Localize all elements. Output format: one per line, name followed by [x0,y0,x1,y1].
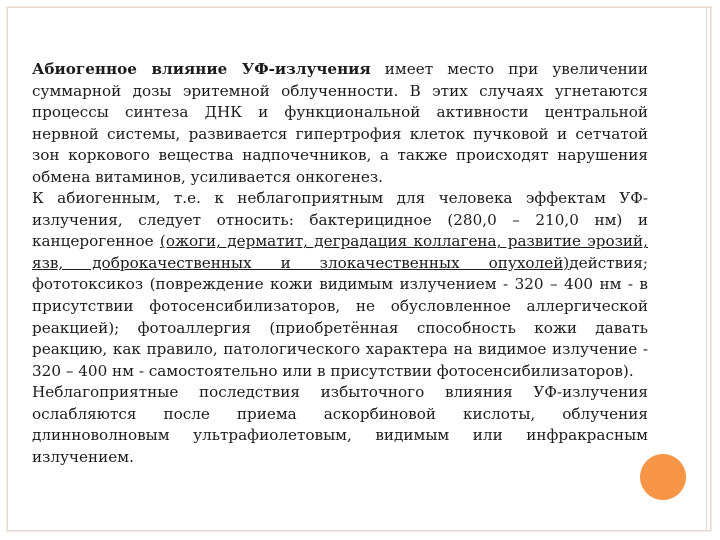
frame-accent-line [706,8,707,530]
term-abiogenic-uv: Абиогенное влияние УФ-излучения [32,60,371,78]
paragraph1-text: имеет место при увеличении суммарной дозы эритемной облученности. В этих случаях угнетаются процессы синтеза ДНК и функциональной активности центральной нервной системы, развивается гипертрофия клеток пучковой и сетчатой зон коркового вещества надпочечников, а также происходят нарушения обмена витаминов, усиливается онкогенез. [32,60,648,186]
paragraph2-underlined: (ожоги, дерматит, деградация коллагена, развитие эрозий, язв, доброкачественных и злокачественных опухолей) [32,232,648,272]
paragraph-abiogenic-influence [32,59,648,188]
paragraph-mitigation: Неблагоприятные последствия избыточного влияния УФ-излучения ослабляются после приема аскорбиновой кислоты, облучения длинноволновым ультрафиолетовым, видимым или инфракрасным излучением. [32,383,648,466]
paragraph2-tail: действия; фототоксикоз (повреждение кожи видимым излучением - 320 – 400 нм - в присутствии фотосенсибилизаторов, не обусловленное аллергической реакцией); фотоаллергия (приобретённая способность кожи давать реакцию, как правило, патологического характера на видимое излучение - 320 – 400 нм - самостоятельно или в присутствии фотосенсибилизаторов). [32,253,648,380]
paragraph2-lead: К абиогенным, т.е. к неблагоприятным для человека эффектам УФ-излучения, следует относить: бактерицидное (280,0 – 210,0 нм) и канцерогенное [32,189,648,251]
slide-body-text [32,59,648,468]
paragraph-abiogenic-effects [32,188,648,382]
accent-circle [640,454,686,500]
